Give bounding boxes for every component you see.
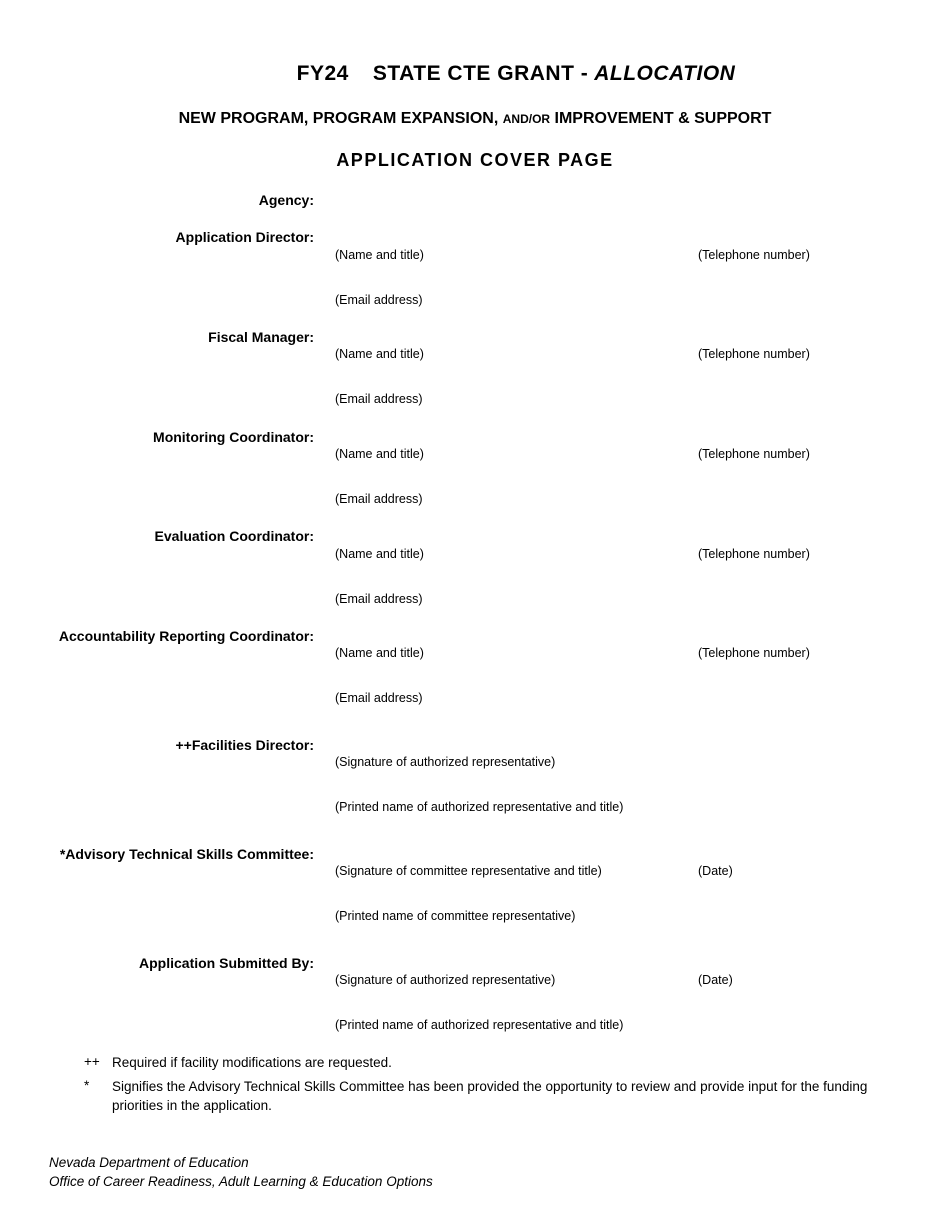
accountability-coordinator-label: Accountability Reporting Coordinator: xyxy=(58,628,314,644)
footer-department: Nevada Department of Education xyxy=(49,1155,249,1170)
cover-page-heading: APPLICATION COVER PAGE xyxy=(336,150,614,170)
note-advisory: Signifies the Advisory Technical Skills Committee has been provided the opportunity to review and provide input for the funding priorities in the application. xyxy=(112,1079,868,1113)
document-title xyxy=(0,62,950,86)
monitoring-coordinator-label: Monitoring Coordinator: xyxy=(153,429,314,445)
name-title-caption: (Name and title) xyxy=(335,447,424,461)
note-mark-facilities: ++ xyxy=(84,1054,100,1069)
printed-name-caption: (Printed name of authorized representative and title) xyxy=(335,1018,624,1032)
date-caption: (Date) xyxy=(698,864,733,878)
evaluation-coordinator-label: Evaluation Coordinator: xyxy=(154,528,314,544)
signature-caption: (Signature of authorized representative) xyxy=(335,973,556,987)
telephone-caption: (Telephone number) xyxy=(698,347,810,361)
fiscal-manager-label: Fiscal Manager: xyxy=(208,329,314,345)
signature-caption: (Signature of authorized representative) xyxy=(335,755,556,769)
email-caption: (Email address) xyxy=(335,492,423,506)
email-caption: (Email address) xyxy=(335,691,423,705)
committee-printed-name-caption: (Printed name of committee representative) xyxy=(335,909,576,923)
telephone-caption: (Telephone number) xyxy=(698,547,810,561)
printed-name-caption: (Printed name of authorized representative and title) xyxy=(335,800,624,814)
committee-signature-caption: (Signature of committee representative and title) xyxy=(335,864,602,878)
title-main: STATE CTE GRANT - xyxy=(372,62,589,85)
telephone-caption: (Telephone number) xyxy=(698,646,810,660)
document-subtitle: NEW PROGRAM, PROGRAM EXPANSION, AND/OR IMPROVEMENT & SUPPORT xyxy=(178,110,772,127)
note-facilities: Required if facility modifications are requested. xyxy=(112,1055,392,1070)
note-mark-advisory: * xyxy=(84,1078,90,1093)
email-caption: (Email address) xyxy=(335,293,423,307)
advisory-committee-label: *Advisory Technical Skills Committee: xyxy=(59,846,314,862)
telephone-caption: (Telephone number) xyxy=(698,447,810,461)
email-caption: (Email address) xyxy=(335,592,423,606)
date-caption: (Date) xyxy=(698,973,733,987)
email-caption: (Email address) xyxy=(335,392,423,406)
facilities-director-label: ++Facilities Director: xyxy=(175,737,314,753)
name-title-caption: (Name and title) xyxy=(335,547,424,561)
agency-label: Agency: xyxy=(258,192,314,208)
title-allocation: ALLOCATION xyxy=(594,62,736,85)
name-title-caption: (Name and title) xyxy=(335,347,424,361)
application-director-label: Application Director: xyxy=(175,229,314,245)
fiscal-year: FY24 xyxy=(296,62,349,85)
name-title-caption: (Name and title) xyxy=(335,646,424,660)
submitted-by-label: Application Submitted By: xyxy=(139,955,314,971)
telephone-caption: (Telephone number) xyxy=(698,248,810,262)
footer-office: Office of Career Readiness, Adult Learning & Education Options xyxy=(49,1174,433,1189)
name-title-caption: (Name and title) xyxy=(335,248,424,262)
